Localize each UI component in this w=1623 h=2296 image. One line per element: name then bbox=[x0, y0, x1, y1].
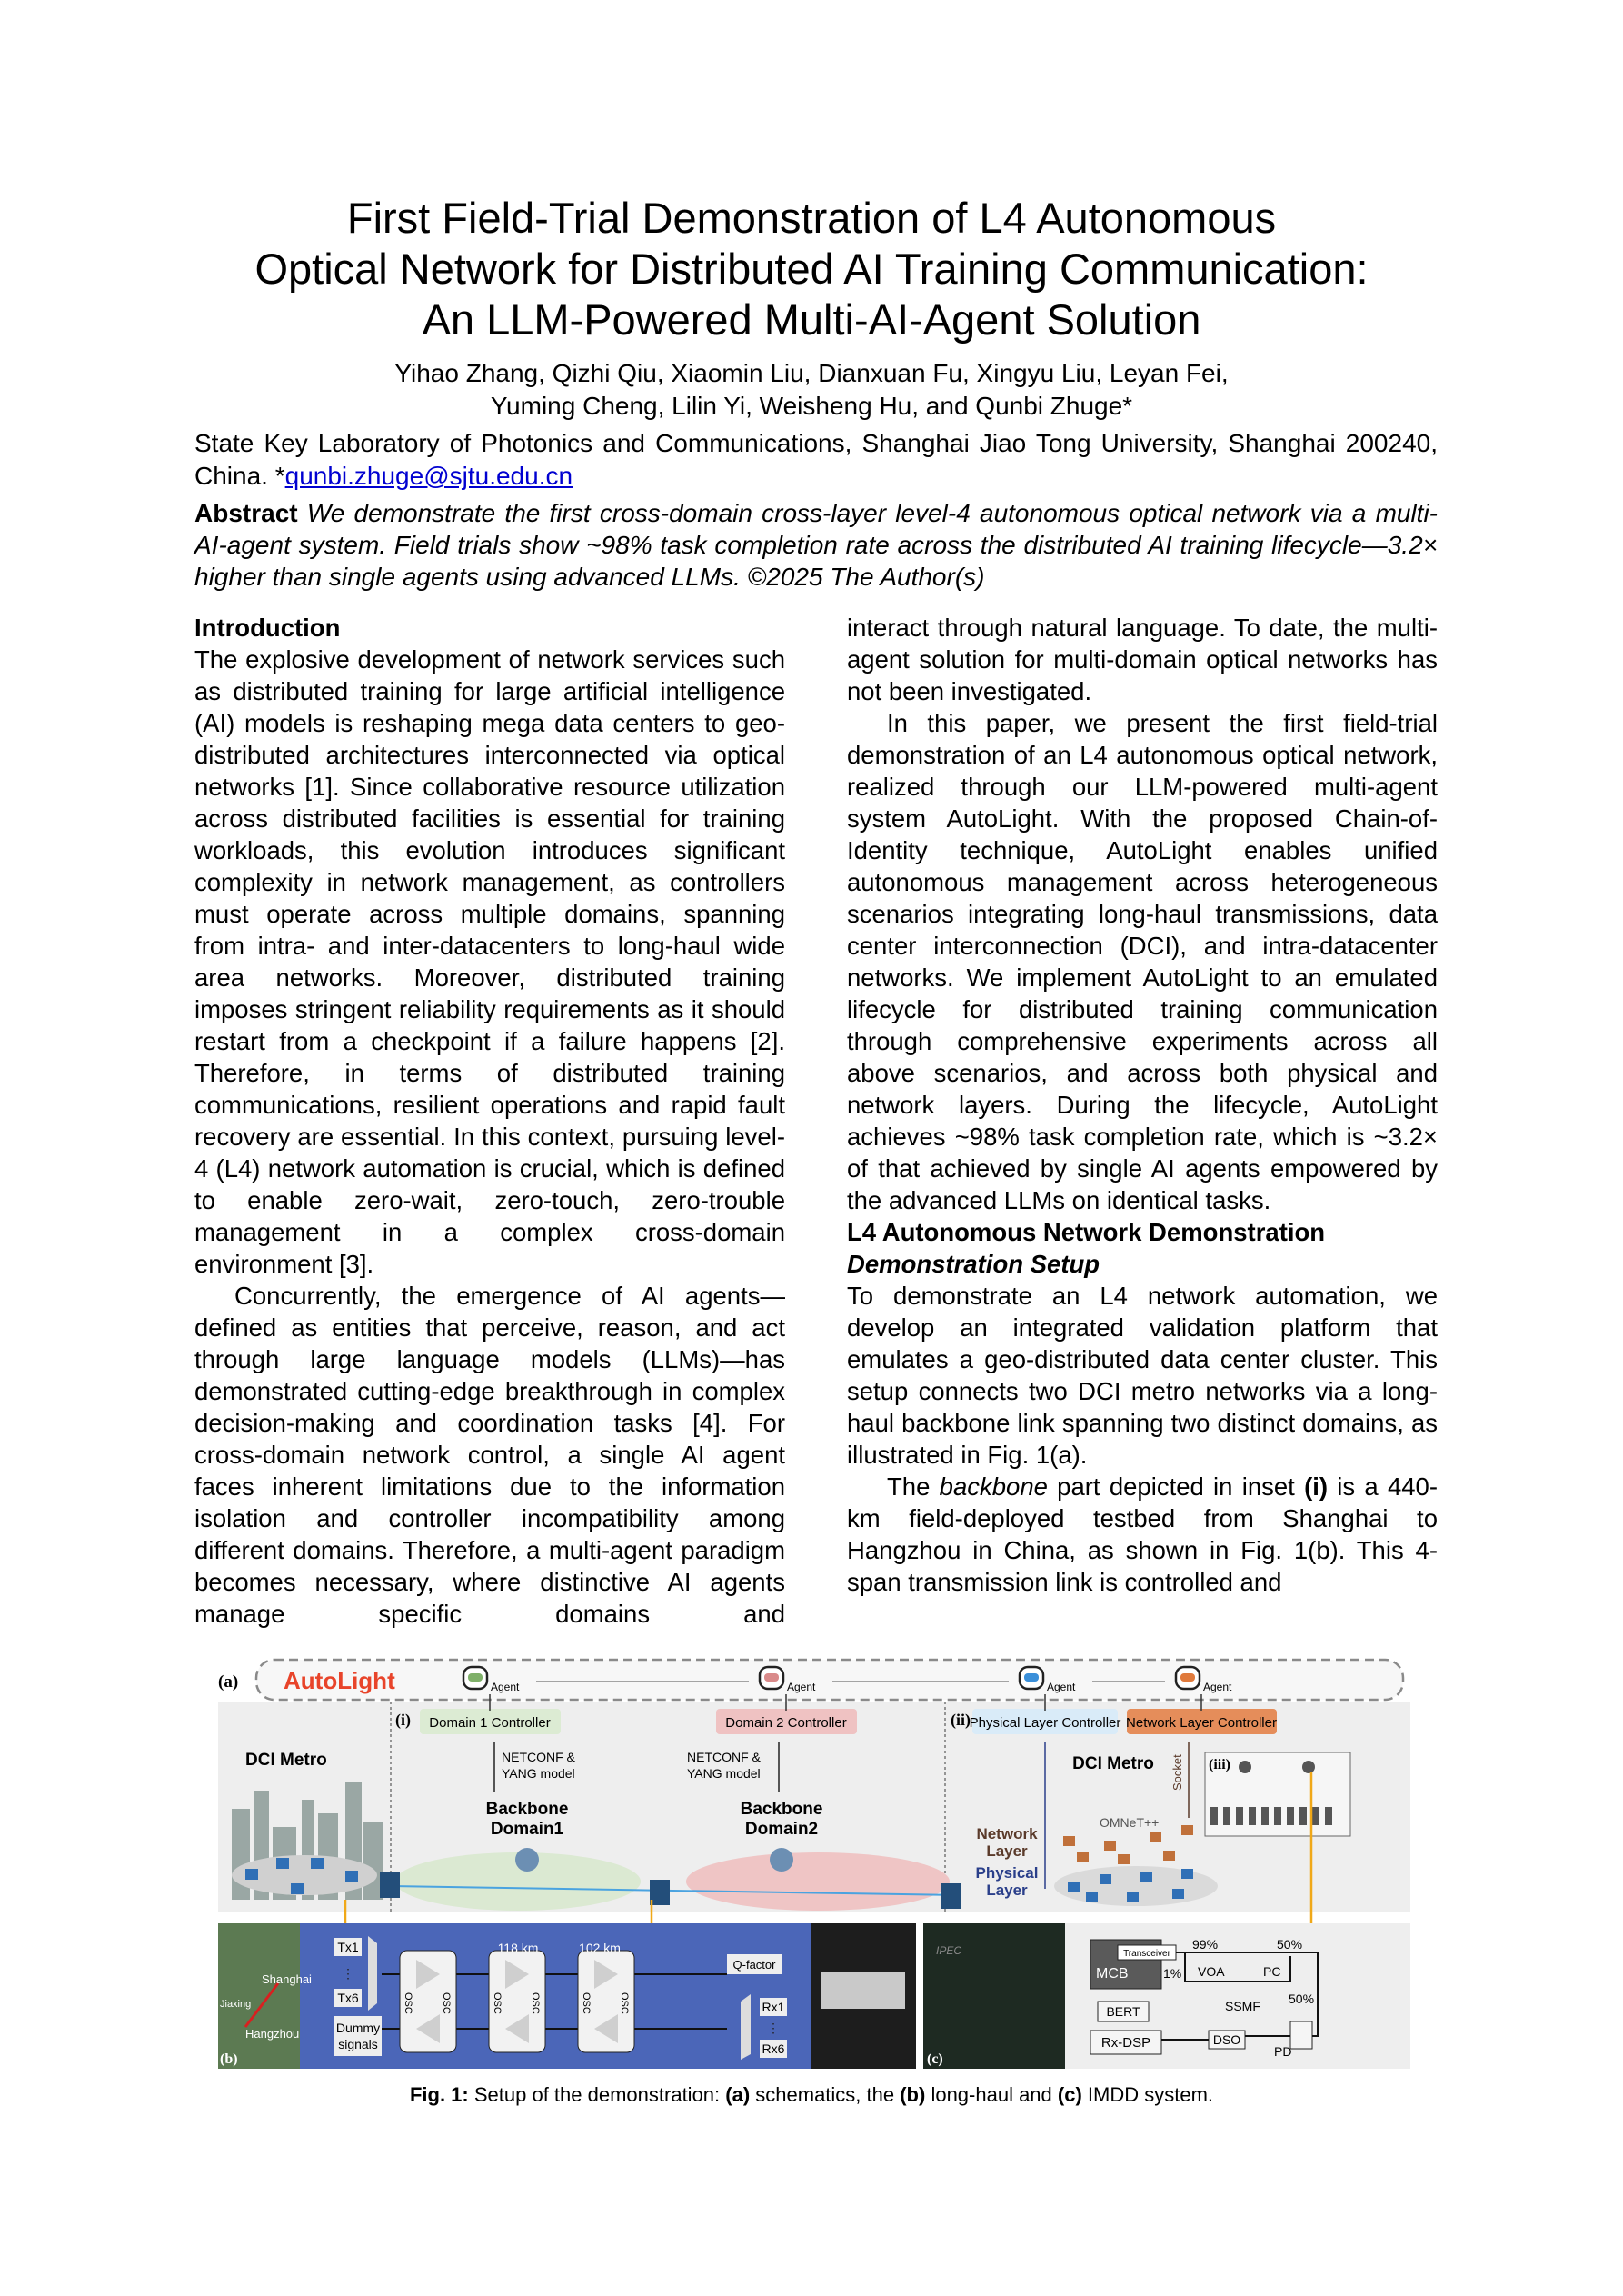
agent-label: Agent bbox=[1203, 1681, 1232, 1693]
robot-visor bbox=[764, 1673, 779, 1682]
mux-icon bbox=[368, 1936, 377, 2011]
span2-length: 102 km bbox=[579, 1941, 621, 1955]
backbone-domain2-area bbox=[686, 1852, 950, 1911]
physical-layer-label-l1: Physical bbox=[975, 1864, 1039, 1882]
network-layer-controller-label: Network Layer Controller bbox=[1126, 1715, 1277, 1731]
emphasis-backbone: backbone bbox=[939, 1472, 1048, 1501]
backbone-domain2-l2: Domain2 bbox=[744, 1820, 819, 1839]
yang-label-2: YANG model bbox=[687, 1766, 761, 1781]
osc-label: OSC bbox=[581, 1992, 592, 2014]
agent-label: Agent bbox=[1047, 1681, 1076, 1693]
intro-paragraph-1: The explosive development of network services such as distributed training for large artificial intelligence (AI) models is reshaping mega data centers to geo-distributed architectures interconnected via optical networks [1]. Since collaborative resource utilization across distributed facilities is essential for training workloads, this evolution introduces significant complexity in network management, as controllers must operate across multiple domains, spanning from intra- and inter-datacenters to long-haul wide area networks. Moreover, distributed training imposes stringent reliability requirements as it should restart from a checkpoint if a failure happens [2]. Therefore, in terms of distributed training communications, resilient operations and rapid fault recovery are essential. In this context, pursuing level-4 (L4) network automation is crucial, which is defined to enable zero-wait, zero-touch, zero-trouble management in a complex cross-domain environment [3]. bbox=[194, 645, 785, 1278]
title-line: An LLM-Powered Multi-AI-Agent Solution bbox=[422, 295, 1201, 344]
text-span: part depicted in inset bbox=[1047, 1472, 1305, 1501]
qfactor-label: Q-factor bbox=[732, 1958, 776, 1972]
domain2-controller-label: Domain 2 Controller bbox=[725, 1715, 847, 1731]
intro-paragraph-3: In this paper, we present the first field-trial demonstration of an L4 autonomous optical network, realized through our LLM-powered multi-agent system AutoLight. With the proposed Chain-of-Identity technique, AutoLight enables unified autonomous management across heterogeneous scenarios integrating long-haul transmissions, data center interconnection (DCI), and intra-datacenter networks. We implement AutoLight to an emulated lifecycle for distributed training communication through comprehensive experiments across all above scenarios, and across both physical and network layers. During the lifecycle, AutoLight achieves ~98% task completion rate, which is ~3.2× of that achieved by single AI agents empowered by the advanced LLMs on identical tasks. bbox=[847, 709, 1438, 1214]
title-line: First Field-Trial Demonstration of L4 Autonomous bbox=[346, 194, 1277, 242]
backbone-domain1-l2: Domain1 bbox=[490, 1820, 564, 1839]
dummy-signals-l2: signals bbox=[338, 2037, 378, 2051]
map-image bbox=[218, 1923, 300, 2069]
text-span: The bbox=[887, 1472, 940, 1501]
autolight-agent-band bbox=[256, 1660, 1403, 1700]
router-icon bbox=[770, 1848, 793, 1872]
demux-icon bbox=[741, 1994, 751, 2060]
title-line: Optical Network for Distributed AI Training Communication: bbox=[254, 245, 1369, 293]
rack-equipment bbox=[821, 1972, 905, 2009]
voa-label: VOA bbox=[1198, 1964, 1225, 1979]
coupler-50-bottom-label: 50% bbox=[1289, 1992, 1315, 2006]
figure-1-svg bbox=[218, 1654, 1410, 2077]
abstract bbox=[194, 497, 1438, 593]
agent-label: Agent bbox=[787, 1681, 816, 1693]
inset-iii-label: (iii) bbox=[1209, 1757, 1230, 1772]
backbone-domain2-l1: Backbone bbox=[740, 1800, 823, 1819]
rx6-label: Rx6 bbox=[762, 2041, 785, 2056]
figure-caption bbox=[0, 2083, 1623, 2107]
domain1-controller-label: Domain 1 Controller bbox=[429, 1715, 551, 1731]
inset-ref: (i) bbox=[1304, 1472, 1329, 1501]
intro-paragraph-2: Concurrently, the emergence of AI agents—defined as entities that perceive, reason, and act through large language models (LLMs)—has demonstrated cutting-edge breakthrough in complex decision-making and coordination tasks [4]. For cross-domain network control, a single AI agent faces inherent limitations due to the information isolation and controller incompatibility among different domains. Therefore, a multi-agent paradigm becomes necessary, where distinctive AI agents manage specific domains and bbox=[194, 1282, 785, 1628]
osc-label: OSC bbox=[492, 1992, 503, 2014]
abstract-label: Abstract bbox=[194, 499, 298, 527]
ssmf-label: SSMF bbox=[1225, 1999, 1260, 2013]
physical-layer-controller-label: Physical Layer Controller bbox=[969, 1715, 1121, 1731]
network-layer-label-l2: Layer bbox=[986, 1842, 1028, 1860]
paper-title bbox=[0, 193, 1623, 345]
author-list bbox=[0, 357, 1623, 423]
tx-ellipsis: ⋮ bbox=[342, 1966, 354, 1981]
osc-label: OSC bbox=[530, 1992, 541, 2014]
affiliation bbox=[194, 427, 1438, 493]
text-span: is a 440-km field-deployed testbed from Shanghai to Hangzhou in China, as shown in Fig. 1(b). This 4-span transmission link is controlled and bbox=[847, 1472, 1438, 1596]
caption-ref-a: (a) bbox=[725, 2083, 751, 2106]
network-layer-label-l1: Network bbox=[976, 1825, 1038, 1842]
right-column bbox=[847, 612, 1438, 1598]
caption-ref-b: (b) bbox=[900, 2083, 926, 2106]
netconf-label-1: NETCONF & bbox=[502, 1750, 575, 1764]
caption-text: IMDD system. bbox=[1081, 2083, 1214, 2106]
omnet-label: OMNeT++ bbox=[1100, 1815, 1160, 1830]
caption-text: Setup of the demonstration: bbox=[468, 2083, 726, 2106]
pd-label: PD bbox=[1274, 2044, 1292, 2059]
section-heading-introduction: Introduction bbox=[194, 614, 341, 642]
city-hangzhou: Hangzhou bbox=[245, 2027, 300, 2041]
robot-visor bbox=[1180, 1673, 1195, 1682]
panel-c-label: (c) bbox=[927, 2051, 943, 2067]
panel-b-label: (b) bbox=[220, 2051, 238, 2067]
inset-i-label: (i) bbox=[395, 1711, 411, 1729]
transceiver-label: Transceiver bbox=[1123, 1949, 1170, 1959]
rx-ellipsis: ⋮ bbox=[767, 2021, 780, 2035]
corresponding-email-link[interactable]: qunbi.zhuge@sjtu.edu.cn bbox=[284, 462, 573, 490]
roadm-icon bbox=[941, 1883, 961, 1909]
caption-fig-label: Fig. 1: bbox=[409, 2083, 469, 2106]
span1-length: 118 km bbox=[497, 1941, 539, 1955]
bert-label: BERT bbox=[1106, 2004, 1140, 2019]
pc-label: PC bbox=[1263, 1964, 1281, 1979]
section-heading-l4-demo: L4 Autonomous Network Demonstration bbox=[847, 1218, 1326, 1246]
rxdsp-label: Rx-DSP bbox=[1100, 2035, 1151, 2051]
tx6-label: Tx6 bbox=[337, 1991, 359, 2005]
physical-layer-label-l2: Layer bbox=[986, 1882, 1028, 1899]
setup-paragraph-1: To demonstrate an L4 network automation, we develop an integrated validation platform that emulates a geo-distributed data center cluster. This setup connects two DCI metro networks via a long-haul backbone link spanning two distinct domains, as illustrated in Fig. 1(a). bbox=[847, 1282, 1438, 1469]
board-brand: IPEC bbox=[936, 1944, 962, 1957]
roadm-icon bbox=[380, 1872, 400, 1898]
mcb-label: MCB bbox=[1096, 1966, 1129, 1982]
subsection-heading-setup: Demonstration Setup bbox=[847, 1250, 1100, 1278]
robot-visor bbox=[468, 1673, 483, 1682]
coupler-50-top-label: 50% bbox=[1277, 1937, 1303, 1952]
osc-label: OSC bbox=[403, 1992, 413, 2014]
abstract-text: We demonstrate the first cross-domain cross-layer level-4 autonomous optical network via a multi-AI-agent system. Field trials show ~98% task completion rate across the distributed AI training lifecycle—3.2× higher than single agents using advanced LLMs. ©2025 The Author(s) bbox=[194, 499, 1439, 591]
dummy-signals-l1: Dummy bbox=[335, 2021, 381, 2035]
router-icon bbox=[515, 1848, 539, 1872]
inset-ii-label: (ii) bbox=[951, 1711, 971, 1729]
backbone-domain1-l1: Backbone bbox=[485, 1800, 569, 1819]
author-line: Yihao Zhang, Qizhi Qiu, Xiaomin Liu, Dianxuan Fu, Xingyu Liu, Leyan Fei, bbox=[394, 359, 1229, 387]
affiliation-text: State Key Laboratory of Photonics and Communications, Shanghai Jiao Tong University, Shanghai 200240, China. * bbox=[194, 429, 1438, 490]
caption-ref-c: (c) bbox=[1057, 2083, 1082, 2106]
rx1-label: Rx1 bbox=[762, 2000, 785, 2014]
pd-box bbox=[1290, 2021, 1312, 2049]
split-99-label: 99% bbox=[1192, 1937, 1219, 1952]
intro-paragraph-2-cont: interact through natural language. To date, the multi-agent solution for multi-domain optical networks has not been investigated. bbox=[847, 614, 1438, 705]
city-jiaxing: Jiaxing bbox=[220, 1999, 252, 2010]
dso-label: DSO bbox=[1212, 2032, 1241, 2047]
caption-text: schematics, the bbox=[750, 2083, 901, 2106]
autolight-logo-text: AutoLight bbox=[284, 1667, 395, 1694]
dci-metro-label-right: DCI Metro bbox=[1072, 1754, 1154, 1773]
panel-a-label: (a) bbox=[218, 1672, 239, 1692]
roadm-icon bbox=[650, 1880, 670, 1905]
netconf-label-2: NETCONF & bbox=[687, 1750, 761, 1764]
setup-paragraph-2 bbox=[847, 1471, 1438, 1598]
osc-label: OSC bbox=[619, 1992, 630, 2014]
robot-visor bbox=[1024, 1673, 1039, 1682]
osc-label: OSC bbox=[441, 1992, 452, 2014]
yang-label-1: YANG model bbox=[502, 1766, 575, 1781]
dci-metro-label-left: DCI Metro bbox=[245, 1751, 327, 1770]
tx1-label: Tx1 bbox=[337, 1940, 359, 1954]
caption-text: long-haul and bbox=[925, 2083, 1058, 2106]
author-line: Yuming Cheng, Lilin Yi, Weisheng Hu, and Qunbi Zhuge* bbox=[490, 392, 1133, 420]
split-1-label: 1% bbox=[1163, 1966, 1182, 1981]
figure-1 bbox=[218, 1654, 1410, 2077]
city-shanghai: Shanghai bbox=[262, 1972, 312, 1986]
agent-label: Agent bbox=[491, 1681, 520, 1693]
socket-label: Socket bbox=[1170, 1754, 1184, 1791]
